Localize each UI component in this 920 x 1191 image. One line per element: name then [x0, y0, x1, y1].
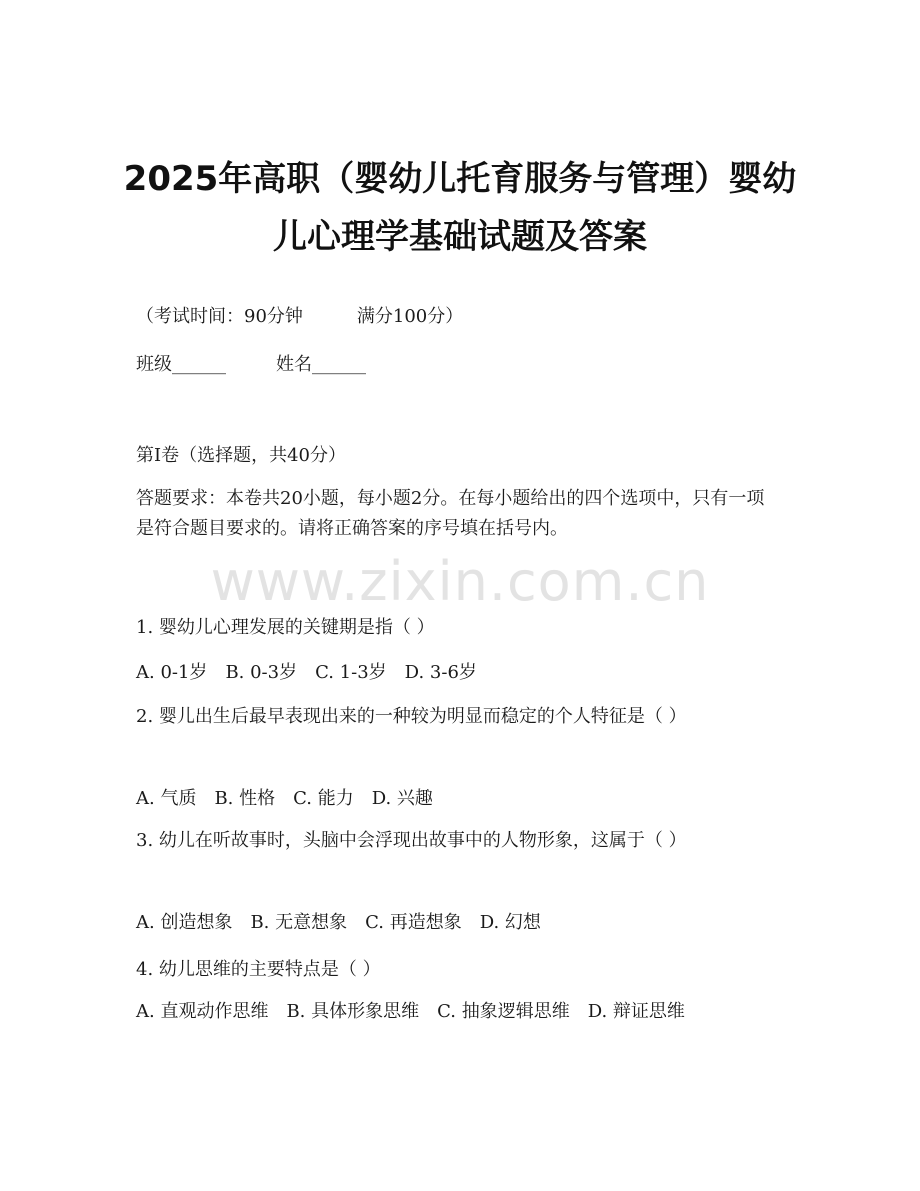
question-4-stem: 4. 幼儿思维的主要特点是（ ） — [136, 959, 381, 980]
option-d: D. 辩证思维 — [587, 1001, 685, 1022]
option-d: D. 幻想 — [479, 912, 541, 933]
option-b: B. 性格 — [214, 788, 276, 809]
option-c: C. 能力 — [293, 788, 354, 809]
name-field: 姓名______ — [276, 354, 366, 375]
section-instructions: 答题要求：本卷共20小题，每小题2分。在每小题给出的四个选项中，只有一项是符合题目要求的。请将正确答案的序号填在括号内。 — [136, 488, 765, 539]
question-1-stem: 1. 婴幼儿心理发展的关键期是指（ ） — [136, 617, 435, 638]
option-b: B. 具体形象思维 — [286, 1001, 420, 1022]
option-b: B. 0-3岁 — [225, 662, 298, 683]
section-heading: 第Ⅰ卷（选择题，共40分） — [136, 445, 347, 466]
option-c: C. 抽象逻辑思维 — [437, 1001, 570, 1022]
title-line-2: 儿心理学基础试题及答案 — [273, 217, 647, 257]
option-b: B. 无意想象 — [250, 912, 348, 933]
question-4-options — [136, 997, 776, 1027]
option-a: A. 气质 — [136, 788, 197, 809]
option-d: D. 兴趣 — [371, 788, 433, 809]
question-1-options — [136, 658, 477, 684]
question-3-stem: 3. 幼儿在听故事时，头脑中会浮现出故事中的人物形象，这属于（ ） — [136, 830, 687, 851]
question-3-options — [136, 908, 541, 934]
title-line-1: 2025年高职（婴幼儿托育服务与管理）婴幼 — [123, 159, 797, 199]
option-d: D. 3-6岁 — [404, 662, 477, 683]
exam-info — [136, 302, 463, 328]
exam-score: 满分100分） — [356, 306, 464, 327]
exam-time: （考试时间：90分钟 — [136, 306, 303, 327]
student-info — [136, 350, 366, 376]
question-2-options — [136, 784, 433, 810]
watermark: www.zixin.com.cn — [210, 550, 710, 613]
option-c: C. 再造想象 — [365, 912, 462, 933]
question-2-stem: 2. 婴儿出生后最早表现出来的一种较为明显而稳定的个人特征是（ ） — [136, 706, 687, 727]
option-a: A. 创造想象 — [136, 912, 233, 933]
option-a: A. 0-1岁 — [136, 662, 208, 683]
document-title — [0, 150, 920, 266]
option-c: C. 1-3岁 — [315, 662, 387, 683]
class-field: 班级______ — [136, 354, 226, 375]
option-a: A. 直观动作思维 — [136, 1001, 269, 1022]
